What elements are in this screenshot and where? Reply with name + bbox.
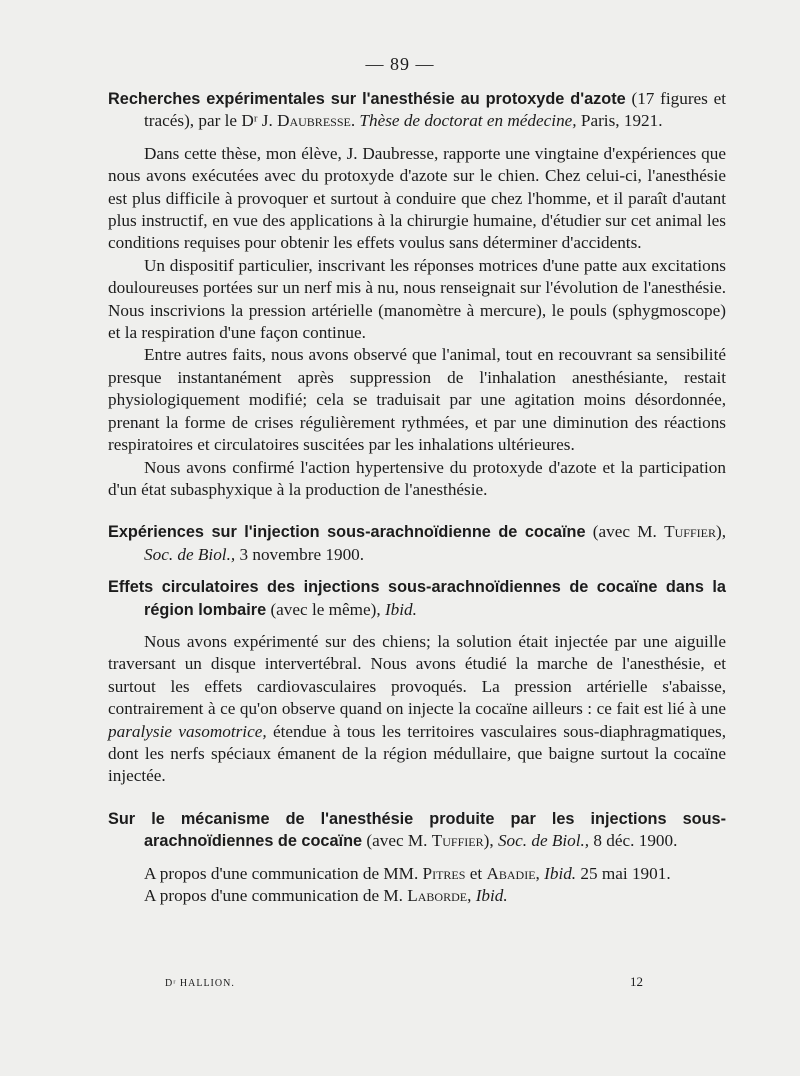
entry-2-ref-2: ), [715,522,726,542]
entry-3-para-1: Nous avons expérimenté sur des chiens; la solution était injectée par une aiguille traversant un disque intervertébral. Nous avons étudié la marche de l'anesthésie, et surtout les effets cardiovasculaires provoqués. La pression artérielle s'abaisse, contrairement à ce qu'on observe quand on injecte la cocaïne ailleurs : ce fait est lié à une [108,631,726,719]
entry-2-ref-author: Tuffier [664,522,716,542]
entry-1-heading [108,88,726,133]
entry-4-line-2 [108,885,726,907]
entry-1-paragraph-3: Entre autres faits, nous avons observé que l'animal, tout en recouvrant sa sensibilité presque instantanément après suppression de l'inhalation anesthésiante, restait physiologiquement modifié; cela se traduisait par une agitation moins désordonnée, prenant la forme de crises régulièrement rythmées, et par une diminution des réactions respiratoires et circulatoires suscitées par les inhalations ultérieures. [108,345,726,455]
entry-4-heading [108,808,726,853]
page-content [108,88,726,907]
entry-1-ref-2: . [350,111,360,131]
entry-2-ref-1: (avec M. [585,522,665,542]
entry-4-ref-author: Tuffier [431,831,484,851]
entry-4-ref-3: 8 déc. 1900. [589,831,678,851]
entry-4-line-2-b: , [467,886,476,905]
entry-3-paragraph [108,631,726,788]
footer-author: Dʳ HALLION. [165,978,235,989]
entry-4-line-1-a: A propos d'une communication de MM. [144,863,423,883]
entry-1-ref-italic: Thèse de doctorat en médecine, [359,111,577,131]
entry-4-line-2-italic: Ibid. [475,886,508,905]
entry-4-line-1-b: et [465,863,487,883]
entry-2-heading [108,521,726,566]
entry-2-ref-italic: Soc. de Biol., [144,544,236,564]
entry-1-title: Recherches expérimentales sur l'anesthésie au protoxyde d'azote [108,90,626,108]
entry-4-ref-italic: Soc. de Biol., [497,831,590,851]
entry-4-line-1-name-2: Abadie [486,863,536,883]
entry-3-para-2: étendue à tous les territoires vasculaires sous-diaphragmatiques, dont les nerfs spéciaux émanent de la région médullaire, que baigne surtout la cocaïne injectée. [108,721,727,786]
entry-4-title: Sur le mécanisme de l'anesthésie produite par les injections sous-arachnoïdiennes de cocaïne [108,809,726,851]
entry-1-ref-3: Paris, 1921. [576,111,663,131]
entry-3-ref-1: (avec le même), [266,599,385,619]
entry-4-line-2-a: A propos d'une communication de M. [144,886,408,905]
entry-1-paragraph-1: Dans cette thèse, mon élève, J. Daubresse, rapporte une vingtaine d'expériences que nous avons exécutées avec du protoxyde d'azote sur le chien. Chez celui-ci, l'anesthésie est plus difficile à provoquer et surtout à conduire que chez l'homme, et il paraît d'autant plus instructif, en vue des applications à la chirurgie humaine, d'étudier sur cet animal les conditions requises pour obtenir les effets voulus sans déterminer d'accidents. [108,143,726,253]
entry-4-ref-2: ), [483,831,498,851]
entry-1-paragraph-2: Un dispositif particulier, inscrivant les réponses motrices d'une patte aux excitations douloureuses portées sur un nerf mis à nu, nous renseignait sur l'évolution de l'anesthésie. Nous inscrivions la pression artérielle (manomètre à mercure), le pouls (sphygmoscope) et la respiration d'une façon continue. [108,255,726,343]
entry-1-ref-1: (17 figures et tracés), par le Dʳ J. [144,89,727,131]
entry-3-title: Effets circulatoires des injections sous-arachnoïdiennes de cocaïne dans la région lombaire [108,578,726,619]
entry-3-ref-italic: Ibid. [384,599,417,619]
entry-3-para-italic: paralysie vasomotrice, [108,721,267,741]
entry-3-heading [108,576,726,621]
entry-2-title: Expériences sur l'injection sous-arachnoïdienne de cocaïne [108,523,586,542]
entry-4-line-1-italic: Ibid. [544,863,577,883]
entry-4-line-1 [108,863,726,885]
entry-2-ref-3: 3 novembre 1900. [235,544,365,564]
entry-4-ref-1: (avec M. [362,831,432,851]
entry-4-line-1-c: , [535,863,545,883]
entry-1-ref-author: Daubresse [277,111,351,131]
entry-4-line-1-d: 25 mai 1901. [576,863,671,883]
page-number: — 89 — [365,54,435,74]
footer-signature: 12 [630,974,643,989]
entry-4-line-1-name-1: Pitres [422,863,466,883]
entry-4-line-2-name: Laborde [407,886,468,905]
entry-1-paragraph-4: Nous avons confirmé l'action hypertensive du protoxyde d'azote et la participation d'un état subasphyxique à la production de l'anesthésie. [108,457,726,499]
